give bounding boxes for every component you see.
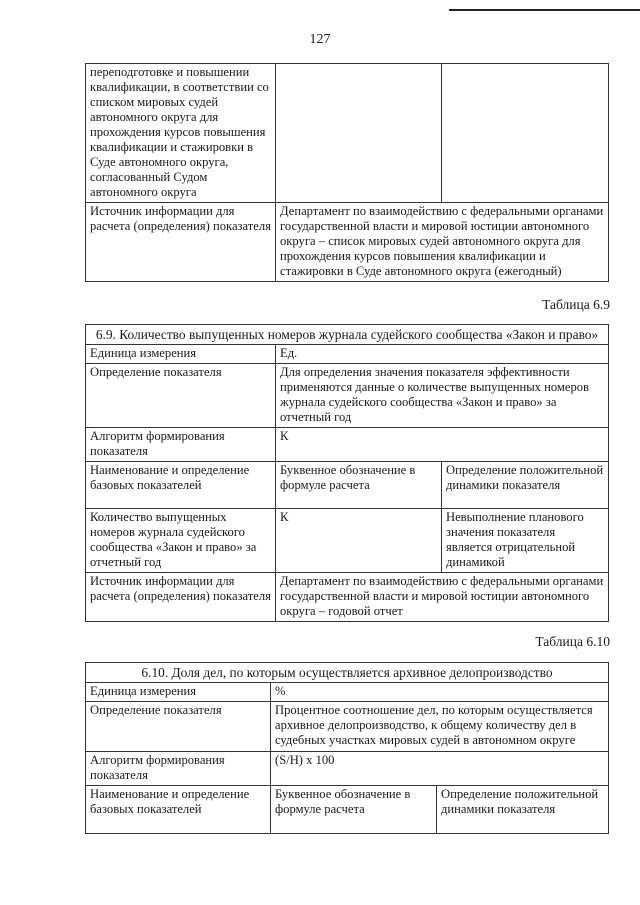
table-row (86, 752, 609, 786)
unit-value: Ед. (276, 345, 609, 364)
page-number: 127 (309, 32, 331, 47)
table-row (86, 64, 609, 203)
unit-label: Единица измерения (86, 683, 271, 702)
source-label: Источник информации для расчета (определения) показателя (86, 203, 276, 282)
source-value: Департамент по взаимодействию с федеральными органами государственной власти и мировой юстиции автономного округа – годовой отчет (276, 573, 609, 622)
table-6-10 (85, 662, 609, 834)
continued-indicator-table (85, 63, 609, 282)
algorithm-label: Алгоритм формирования показателя (86, 752, 271, 786)
table-row (86, 702, 609, 752)
table-row (86, 786, 609, 834)
table-title: 6.10. Доля дел, по которым осуществляется архивное делопроизводство (86, 663, 609, 683)
table-row (86, 203, 609, 282)
algorithm-value: (S/Н) x 100 (271, 752, 609, 786)
scan-edge-line (449, 9, 640, 11)
table-row (86, 683, 609, 702)
table-title: 6.9. Количество выпущенных номеров журнала судейского сообщества «Закон и право» (86, 325, 609, 345)
base-dynamics-header: Определение положительной динамики показателя (442, 462, 609, 509)
unit-value: % (271, 683, 609, 702)
base-indicators-label: Наименование и определение базовых показателей (86, 786, 271, 834)
unit-label: Единица измерения (86, 345, 276, 364)
table-row (86, 364, 609, 428)
base-dynamics-header: Определение положительной динамики показателя (437, 786, 609, 834)
source-value: Департамент по взаимодействию с федеральными органами государственной власти и мировой юстиции автономного округа – список мировых судей автономного округа для прохождения курсов повышения квалификации и стажировки в Суде автономного округа (ежегодный) (276, 203, 609, 282)
base-letter-header: Буквенное обозначение в формуле расчета (271, 786, 437, 834)
table-row (86, 509, 609, 573)
cell-indicator-text: переподготовке и повышении квалификации, в соответствии со списком мировых судей автономного округа для прохождения курсов повышения квалификации и стажировки в Суде автономного округа, согласованный Судом автономного округа (86, 64, 276, 203)
table-row (86, 428, 609, 462)
algorithm-label: Алгоритм формирования показателя (86, 428, 276, 462)
base-letter-header: Буквенное обозначение в формуле расчета (276, 462, 442, 509)
definition-value: Для определения значения показателя эффективности применяются данные о количестве выпущенных номеров журнала судейского сообщества «Закон и право» за отчетный год (276, 364, 609, 428)
table-row (86, 573, 609, 622)
definition-value: Процентное соотношение дел, по которым осуществляется архивное делопроизводство, к общему количеству дел в судебных участках мировых судей в автономном округе (271, 702, 609, 752)
cell-empty (276, 64, 442, 203)
cell-empty (442, 64, 609, 203)
table-row (86, 462, 609, 509)
table-caption-6-10: Таблица 6.10 (535, 634, 610, 649)
table-6-9 (85, 324, 609, 622)
base-indicators-label: Наименование и определение базовых показателей (86, 462, 276, 509)
table-title-row (86, 663, 609, 683)
definition-label: Определение показателя (86, 364, 276, 428)
definition-label: Определение показателя (86, 702, 271, 752)
table-row (86, 345, 609, 364)
source-label: Источник информации для расчета (определения) показателя (86, 573, 276, 622)
table-title-row (86, 325, 609, 345)
table-caption-6-9: Таблица 6.9 (542, 297, 610, 312)
count-label: Количество выпущенных номеров журнала судейского сообщества «Закон и право» за отчетный год (86, 509, 276, 573)
count-dynamics: Невыполнение планового значения показателя является отрицательной динамикой (442, 509, 609, 573)
count-letter: К (276, 509, 442, 573)
algorithm-value: К (276, 428, 609, 462)
